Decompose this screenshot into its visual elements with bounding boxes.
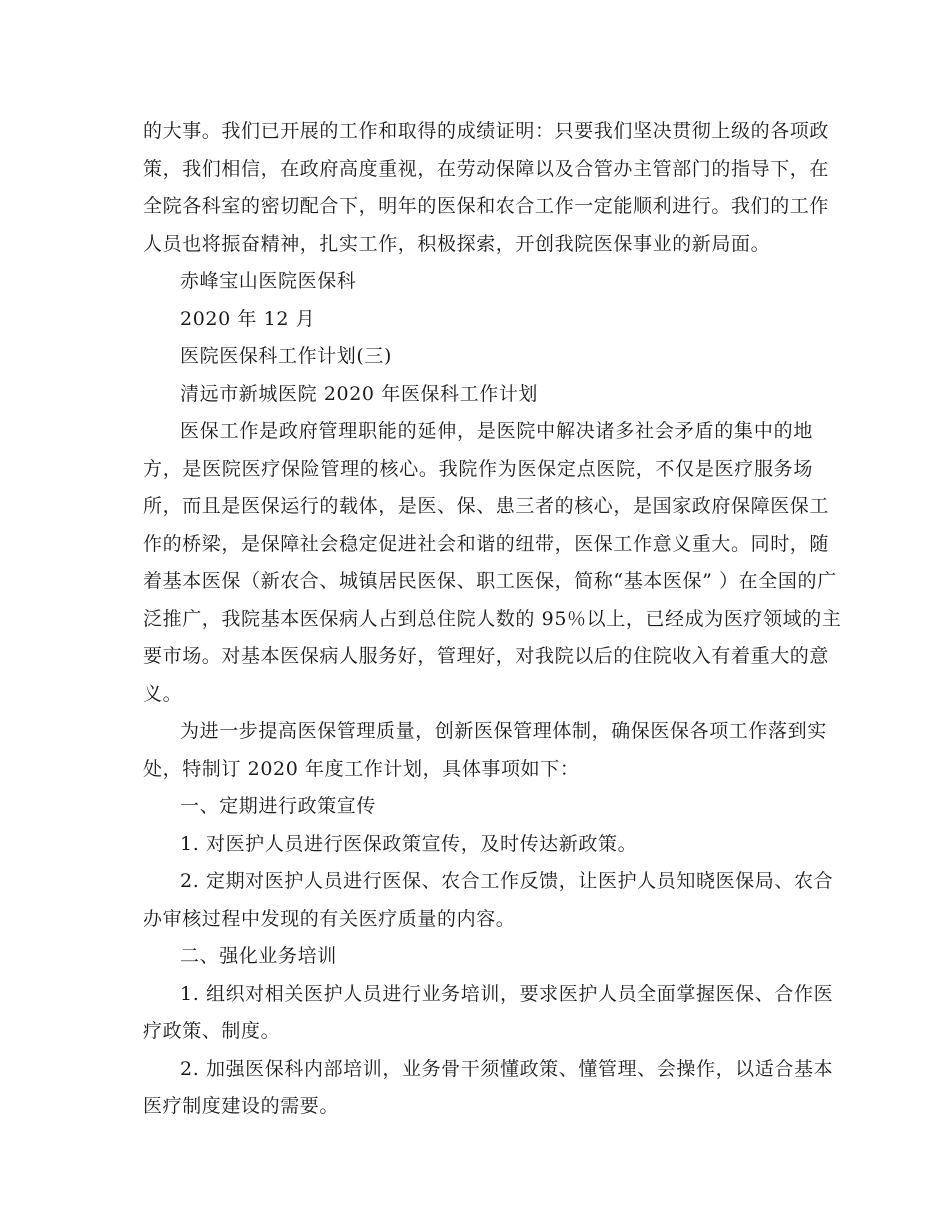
signature-date: 2020 年 12 月	[180, 308, 316, 330]
body-line: 医保工作是政府管理职能的延伸，是医院中解决诸多社会矛盾的集中的地	[180, 420, 813, 442]
body-line: 要市场。对基本医保病人服务好，管理好，对我院以后的住院收入有着重大的意	[143, 645, 830, 667]
body-line: 方，是医院医疗保险管理的核心。我院作为医保定点医院，不仅是医疗服务场	[143, 458, 813, 480]
signature-department: 赤峰宝山医院医保科	[180, 270, 357, 292]
list-item: 2. 加强医保科内部培训，业务骨干须懂政策、懂管理、会操作，以适合基本	[180, 1058, 834, 1080]
list-item: 1. 组织对相关医护人员进行业务培训，要求医护人员全面掌握医保、合作医	[180, 983, 834, 1005]
body-line: 全院各科室的密切配合下，明年的医保和农合工作一定能顺利进行。我们的工作	[143, 195, 830, 217]
list-item-continuation: 办审核过程中发现的有关医疗质量的内容。	[143, 908, 516, 930]
section-heading: 二、强化业务培训	[180, 945, 337, 967]
list-item-continuation: 医疗制度建设的需要。	[143, 1095, 340, 1117]
body-line: 为进一步提高医保管理质量，创新医保管理体制，确保医保各项工作落到实	[180, 720, 827, 742]
list-item: 1. 对医护人员进行医保政策宣传，及时传达新政策。	[180, 833, 638, 855]
body-line: 泛推广，我院基本医保病人占到总住院人数的 95％以上，已经成为医疗领域的主	[143, 608, 842, 630]
body-line: 作的桥梁，是保障社会稳定促进社会和谐的纽带，医保工作意义重大。同时，随	[143, 533, 830, 555]
body-line: 人员也将振奋精神，扎实工作，积极探索，开创我院医保事业的新局面。	[143, 233, 771, 255]
body-line: 所，而且是医保运行的载体，是医、保、患三者的核心，是国家政府保障医保工	[143, 495, 830, 517]
body-line: 策，我们相信，在政府高度重视，在劳动保障以及合管办主管部门的指导下，在	[143, 158, 830, 180]
body-line: 着基本医保（新农合、城镇居民医保、职工医保，简称“基本医保” ）在全国的广	[143, 570, 837, 592]
plan-title: 清远市新城医院 2020 年医保科工作计划	[180, 383, 539, 405]
body-line: 处，特制订 2020 年度工作计划，具体事项如下：	[143, 758, 580, 780]
section-heading: 一、定期进行政策宣传	[180, 795, 377, 817]
body-line: 的大事。我们已开展的工作和取得的成绩证明：只要我们坚决贯彻上级的各项政	[143, 120, 830, 142]
section-heading: 医院医保科工作计划(三)	[180, 345, 393, 367]
body-line: 义。	[143, 683, 183, 705]
list-item-continuation: 疗政策、制度。	[143, 1020, 281, 1042]
list-item: 2. 定期对医护人员进行医保、农合工作反馈，让医护人员知晓医保局、农合	[180, 870, 834, 892]
